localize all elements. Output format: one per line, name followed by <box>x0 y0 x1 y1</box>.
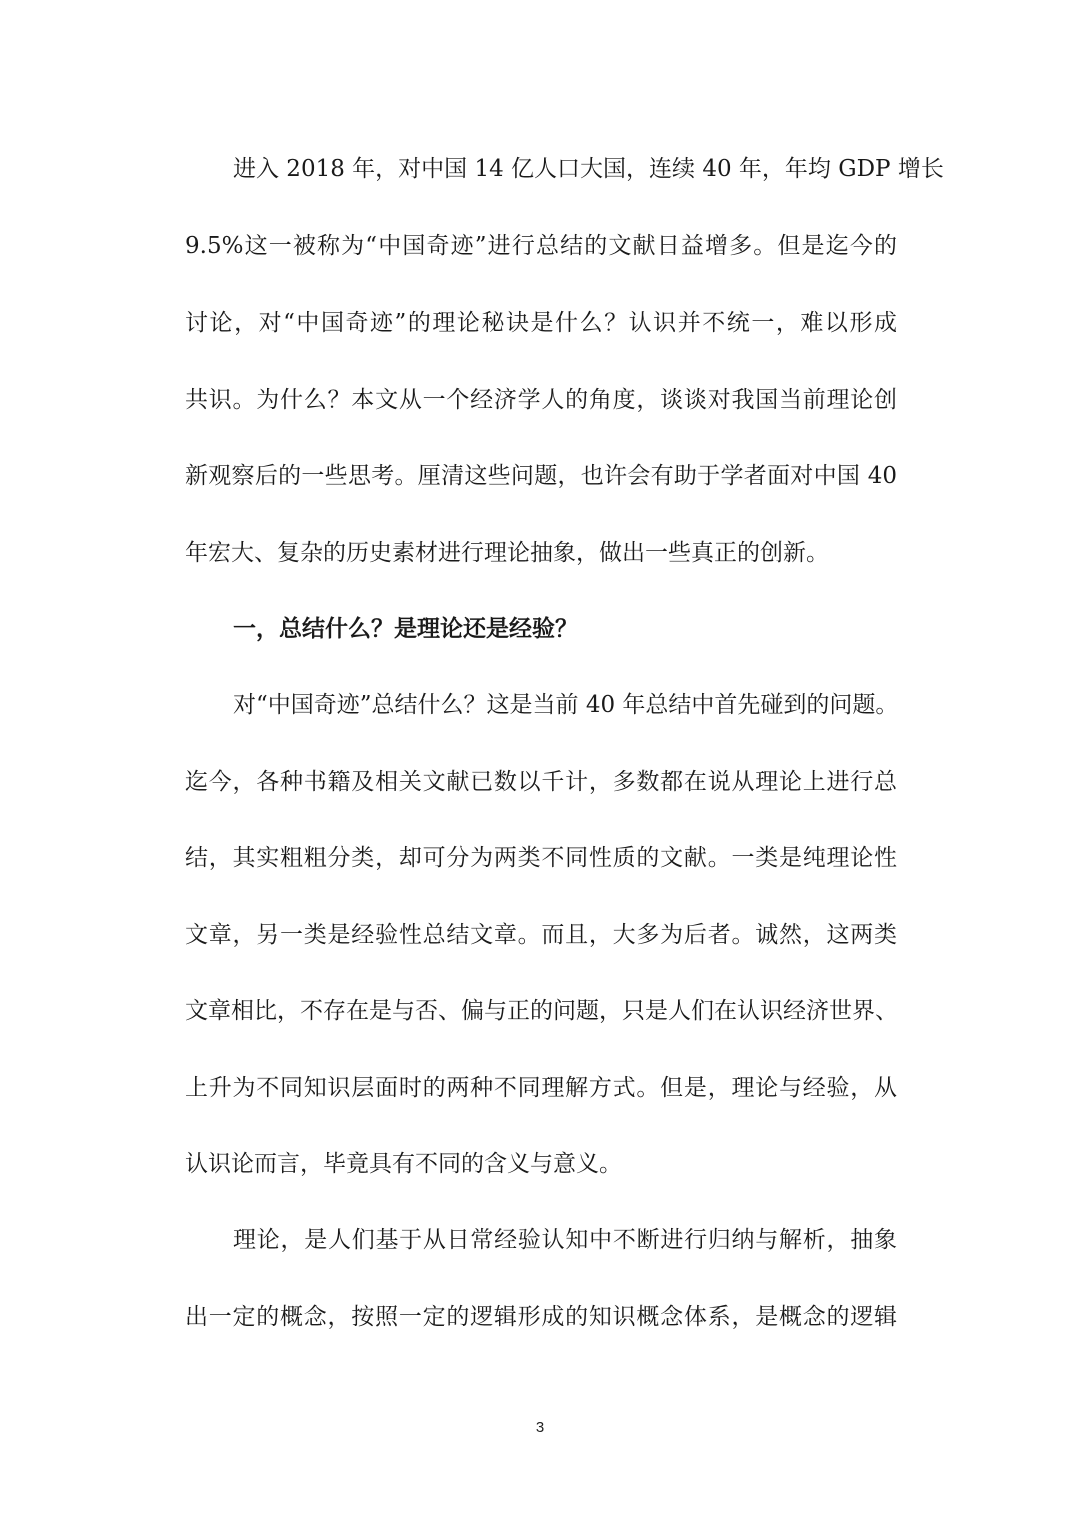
paragraph-2-line-1: 对“中国奇迹”总结什么？这是当前 40 年总结中首先碰到的问题。 <box>233 692 899 718</box>
paragraph-1-line-4: 共识。为什么？本文从一个经济学人的角度，谈谈对我国当前理论创 <box>185 387 897 413</box>
paragraph-2-line-3: 结，其实粗粗分类，却可分为两类不同性质的文献。一类是纯理论性 <box>185 845 897 871</box>
section-heading: 一，总结什么？是理论还是经验？ <box>233 616 578 642</box>
paragraph-1-line-6: 年宏大、复杂的历史素材进行理论抽象，做出一些真正的创新。 <box>185 540 829 566</box>
paragraph-2-line-4: 文章，另一类是经验性总结文章。而且，大多为后者。诚然，这两类 <box>185 922 897 948</box>
paragraph-3-line-2: 出一定的概念，按照一定的逻辑形成的知识概念体系，是概念的逻辑 <box>185 1304 897 1330</box>
paragraph-2-line-2: 迄今，各种书籍及相关文献已数以千计，多数都在说从理论上进行总 <box>185 769 897 795</box>
paragraph-2-line-7: 认识论而言，毕竟具有不同的含义与意义。 <box>185 1151 622 1177</box>
paragraph-2-line-6: 上升为不同知识层面时的两种不同理解方式。但是，理论与经验，从 <box>185 1075 897 1101</box>
paragraph-1-line-1: 进入 2018 年，对中国 14 亿人口大国，连续 40 年，年均 GDP 增长 <box>233 156 944 182</box>
page-number: 3 <box>535 1419 545 1436</box>
paragraph-3-line-1: 理论，是人们基于从日常经验认知中不断进行归纳与解析，抽象 <box>233 1227 897 1253</box>
paragraph-1-line-3: 讨论，对“中国奇迹”的理论秘诀是什么？认识并不统一，难以形成 <box>185 310 897 336</box>
paragraph-1-line-2: 9.5%这一被称为“中国奇迹”进行总结的文献日益增多。但是迄今的 <box>185 233 897 259</box>
paragraph-2-line-5: 文章相比，不存在是与否、偏与正的问题，只是人们在认识经济世界、 <box>185 998 898 1024</box>
paragraph-1-line-5: 新观察后的一些思考。厘清这些问题，也许会有助于学者面对中国 40 <box>185 463 897 489</box>
